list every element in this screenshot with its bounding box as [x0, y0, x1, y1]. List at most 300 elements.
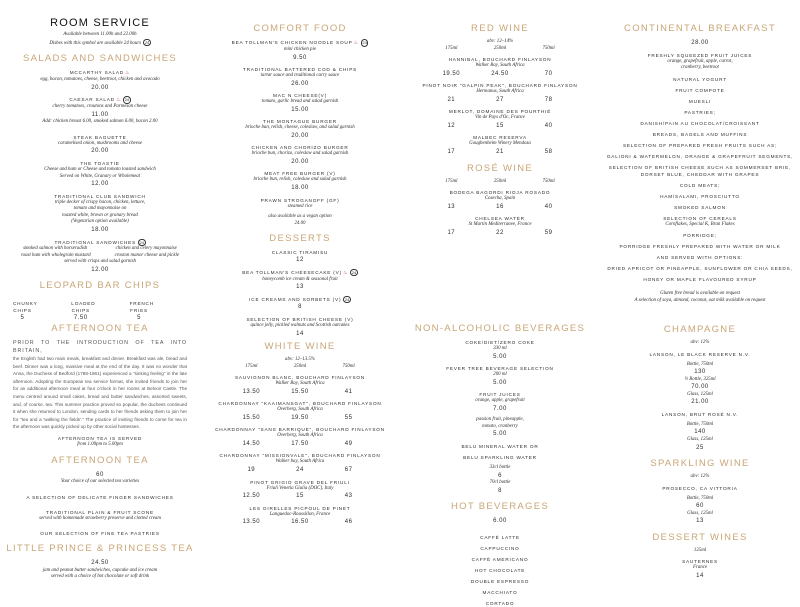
item-name-line	[405, 567, 595, 574]
item-price-line	[205, 132, 395, 141]
item-description-line	[205, 277, 395, 284]
item-name: MALBEC RESERVA	[473, 135, 527, 141]
price: 40	[544, 122, 553, 129]
item-name-line	[405, 82, 595, 89]
item-description-line	[5, 119, 195, 126]
item-description: Bottle, 750ml	[686, 495, 714, 501]
item-description-line	[605, 548, 795, 555]
price: 49	[344, 440, 353, 447]
item-description-line	[205, 512, 395, 519]
size-label: 175ml	[245, 363, 258, 369]
sandwich-option: chicken and celery mayonnaise	[115, 246, 177, 252]
item-name-line	[5, 494, 195, 501]
item-description: 125ml	[693, 547, 707, 553]
item-name-line	[605, 558, 795, 565]
size-label: 750ml	[542, 45, 555, 51]
section-heading-line	[405, 501, 595, 513]
section-heading-line	[405, 163, 595, 175]
item-price-line	[205, 80, 395, 89]
item-description: served with a choice of hot chocolate or soft drink	[50, 574, 150, 580]
item-description-line	[5, 141, 195, 148]
chili-icon: ♨	[124, 70, 131, 77]
item-description: Glass, 125ml	[687, 436, 713, 442]
price-row	[405, 148, 595, 157]
item-name: SMOKED SALMON	[674, 204, 726, 210]
section-heading-line	[405, 323, 595, 335]
price: 13.50	[242, 519, 261, 526]
item-name: HONEY OR MAPLE FLAVOURED SYRUP	[643, 277, 757, 283]
price: 17	[447, 229, 456, 236]
item-description-line	[5, 219, 195, 226]
sandwich-option: smoked salmon with horseradish	[23, 246, 88, 252]
item-name: CHELSEA WATER	[475, 216, 525, 222]
item-price: 14	[296, 330, 304, 337]
section-heading-line	[5, 455, 195, 467]
price: 27	[496, 96, 504, 103]
price: 55	[344, 414, 353, 421]
item-name-line	[405, 534, 595, 541]
price: 12.50	[242, 493, 261, 500]
item-name: SELECTION OF PREPARED FRESH FRUITS SUCH AS;	[622, 142, 778, 148]
item-description-line	[605, 474, 795, 481]
item-description-line	[605, 298, 795, 305]
item-description-line	[205, 47, 395, 54]
item-description-line	[605, 565, 795, 572]
size-label: 175ml	[445, 45, 458, 51]
item-name-line	[605, 265, 795, 272]
item-price-line	[605, 502, 795, 511]
item-name-line	[605, 182, 795, 189]
price: 13.50	[242, 388, 261, 395]
section-heading: DESSERTS	[269, 233, 331, 245]
section-heading: HOT BEVERAGES	[450, 501, 550, 513]
item-name: PORRIDGE FRESHLY PREPARED WITH WATER OR MILK	[619, 244, 781, 250]
section-heading-line	[605, 532, 795, 544]
price: 21	[496, 149, 504, 156]
chips-name: CHUNKY CHIPS	[13, 301, 38, 314]
item-name-line	[605, 193, 795, 200]
item-name-line	[205, 118, 395, 125]
item-name: HOT CHOCOLATE	[474, 567, 526, 573]
section-heading: DESSERT WINES	[652, 531, 748, 543]
item-description: steamed rice	[287, 203, 313, 209]
item-price: 11.00	[91, 111, 109, 118]
item-name: DANISH/PAIN AU CHOCOLAT/CROISSANT	[640, 120, 760, 126]
item-description: France	[692, 565, 708, 571]
item-description: cranberry, beetroot	[681, 65, 719, 71]
item-name: BREADS, BAGELS AND MUFFINS	[652, 131, 748, 137]
size-label: 250ml	[493, 178, 507, 184]
section-heading: SPARKLING WINE	[650, 458, 750, 470]
section-heading-line	[5, 53, 195, 65]
item-name: MEAT FREE BURGER (V)	[264, 171, 336, 177]
item-description: (Vegetarian option available)	[71, 219, 129, 225]
white-wine-column	[205, 335, 395, 527]
item-price: 24.50	[91, 560, 109, 567]
item-price: 12.00	[91, 266, 109, 273]
price-row	[205, 466, 395, 475]
item-price: 20.00	[91, 148, 109, 155]
item-name-line	[205, 170, 395, 177]
item-description-line	[5, 174, 195, 181]
item-price-line	[605, 517, 795, 526]
item-name-line	[405, 339, 595, 346]
item-description: Hermanus, South Africa	[476, 89, 524, 95]
item-description: Overberg, South Africa	[277, 407, 323, 413]
item-name: CHARDONNAY "KAAIMANSGAT", BOUCHARD FINLAYSON	[218, 401, 382, 407]
item-name: SELECTION OF BRITISH CHEESE (V)	[246, 316, 354, 322]
item-description-line	[405, 115, 595, 122]
item-name-line	[205, 374, 395, 381]
item-description-line	[205, 151, 395, 158]
chips-name: LOADED CHIPS	[71, 301, 96, 314]
item-description: Languedoc-Roussillon, France	[269, 511, 331, 517]
item-name-line	[405, 443, 595, 450]
item-name: LANSON, BRUT ROSÉ N.V.	[661, 411, 739, 417]
item-price: 20.00	[291, 158, 309, 165]
item-price: 9.50	[293, 54, 307, 61]
item-name: PINOT NOIR "GALPIN PEAK", BOUCHARD FINLAYSON	[422, 83, 578, 89]
item-price-line	[605, 444, 795, 453]
item-name-line	[605, 204, 795, 211]
item-name: STEAK BAGUETTE	[73, 134, 127, 140]
price-row	[405, 203, 595, 212]
chili-icon: ♨	[342, 269, 349, 276]
item-name: NATURAL YOGURT	[673, 76, 727, 82]
item-name-line	[205, 66, 395, 73]
item-name: CHICKEN AND CHORIZO BURGER	[251, 145, 349, 151]
price: 46	[344, 519, 353, 526]
section-heading-line	[405, 23, 595, 35]
item-description: quince jelly, pickled walnuts and Scottish oatcakes	[250, 322, 350, 328]
item-name: THE TOASTIE	[80, 160, 120, 166]
section-heading-line	[5, 323, 195, 335]
item-name-line	[5, 530, 195, 537]
item-name-line	[405, 56, 595, 63]
price: 22	[496, 229, 504, 236]
price-row	[405, 122, 595, 131]
item-name-line	[405, 556, 595, 563]
item-name: PROSECCO, CA VITTORIA	[662, 485, 738, 491]
item-name-line	[5, 193, 195, 200]
item-name-line	[605, 164, 795, 178]
item-name-line	[605, 276, 795, 283]
item-description: triple decker of crispy bacon, chicken, lettuce,	[54, 199, 146, 205]
price: 14.50	[242, 440, 261, 447]
item-description-line	[5, 516, 195, 523]
item-name-line	[605, 142, 795, 149]
item-name-line	[405, 600, 595, 607]
item-price-line	[405, 487, 595, 496]
item-name: DOUBLE ESPRESSO	[470, 578, 530, 584]
spacer	[5, 522, 195, 526]
item-name-line	[605, 76, 795, 83]
section-heading: SALADS AND SANDWICHES	[23, 53, 177, 65]
item-description-line	[5, 39, 195, 47]
24h-icon: 24	[362, 40, 367, 46]
item-description-line	[405, 141, 595, 148]
price: 43	[344, 493, 353, 500]
section-heading: NON-ALCOHOLIC BEVERAGES	[414, 323, 586, 334]
item-price: 70.00	[691, 384, 709, 391]
item-description-line	[605, 496, 795, 503]
item-price-line	[5, 111, 195, 120]
item-description: brioche bun, relish, cheese, coleslaw, and salad garnish	[245, 125, 355, 131]
item-description: honeycomb ice cream & seasonal fruit	[262, 276, 338, 282]
item-description-line	[405, 39, 595, 46]
item-name: MUESLI	[688, 98, 712, 104]
item-name: MCCARTHY SALAD	[69, 70, 124, 76]
item-name-line	[605, 411, 795, 418]
price: 24	[296, 467, 304, 474]
item-name: DRIED APRICOT OR PINEAPPLE, SUNFLOWER OR CHIA SEEDS,	[607, 266, 793, 272]
price: 16	[496, 203, 504, 210]
item-name: BODEGA BAGORDI RIOJA ROSADO	[449, 190, 551, 196]
item-description-line	[5, 213, 195, 220]
item-name: THE MONTAGUE BURGER	[263, 119, 337, 125]
item-name: TRADITIONAL PLAIN & FRUIT SCONE	[46, 509, 154, 515]
item-price-line	[205, 54, 395, 63]
price: 21	[447, 96, 456, 103]
item-name: CHARDONNAY "SANS BARRIQUE", BOUCHARD FINLAYSON	[215, 427, 385, 433]
item-price: 130	[694, 369, 706, 376]
size-label: 175ml	[445, 178, 458, 184]
item-description: toasted white, brown or granary bread	[62, 212, 138, 218]
item-description-line	[605, 392, 795, 399]
item-price-line	[5, 84, 195, 93]
item-name-line	[5, 509, 195, 516]
price-row	[205, 440, 395, 449]
price: 19.50	[291, 414, 309, 421]
item-price: 13	[296, 284, 304, 291]
price: 15	[296, 493, 304, 500]
item-description: Served on White, Granary or Wholemeal	[59, 173, 141, 179]
item-name: GALIONI & WATERMELON, ORANGE & GRAPEFRUIT SEGMENTS,	[606, 153, 794, 159]
item-description: Dishes with this symbol are available 24 hours	[49, 40, 142, 46]
item-name-line	[605, 52, 795, 59]
price-row	[405, 229, 595, 238]
item-name-line	[405, 365, 595, 372]
24h-icon: 24	[344, 296, 350, 302]
item-description-line	[405, 222, 595, 229]
champagne-column	[605, 318, 795, 581]
item-description: Available between 11.00h and 22.00h	[63, 32, 137, 37]
item-description: abv: 12%	[690, 474, 710, 480]
item-price: 15.00	[291, 106, 309, 113]
item-name: MACCHIATO	[482, 589, 518, 595]
item-description-line	[5, 479, 195, 486]
item-name-line	[605, 98, 795, 105]
item-description: caramelised onion, mushrooms and cheese	[58, 140, 142, 146]
item-description-line	[205, 323, 395, 330]
item-description-line	[405, 372, 595, 379]
item-description-line	[5, 442, 195, 449]
sandwich-options-row	[5, 246, 195, 253]
item-description: Overberg, South Africa	[277, 433, 323, 439]
item-price: 25	[696, 444, 704, 451]
sandwich-option: roast ham with wholegrain mustard	[20, 252, 91, 258]
item-description-line	[205, 177, 395, 184]
item-name-line	[205, 452, 395, 459]
item-description-line	[405, 346, 595, 353]
item-description-line	[605, 59, 795, 66]
item-price: 6	[498, 472, 502, 479]
item-description: 33cl bottle	[489, 464, 511, 470]
item-description-line	[405, 424, 595, 431]
price-row	[205, 388, 395, 397]
item-description: Cornflakes, Special K, Bran Flakes	[665, 221, 735, 227]
item-name-line	[605, 131, 795, 138]
spacer	[405, 526, 595, 530]
item-price-line	[605, 572, 795, 581]
item-name-line	[405, 108, 595, 115]
item-name-line	[405, 134, 595, 141]
item-name: ICE CREAMS AND SORBETS (V)	[249, 296, 342, 302]
item-description: St Martin Mediterranee, France	[468, 222, 532, 228]
chips-price: 7.50	[73, 315, 88, 322]
item-description-line	[205, 99, 395, 106]
item-description-line	[605, 222, 795, 229]
item-name: LANSON, LE BLACK RESERVE N.V.	[649, 351, 751, 357]
item-description-line	[205, 357, 395, 364]
size-label: 250ml	[493, 45, 507, 51]
item-name-line	[605, 215, 795, 222]
item-description: cherry tomatoes, croutons and Parmesan cheese	[52, 104, 148, 110]
item-name-line	[205, 197, 395, 204]
spacer	[5, 126, 195, 130]
price: 67	[344, 467, 353, 474]
item-name: SAUVIGNON BLANC, BOUCHARD FINLAYSON	[234, 375, 365, 381]
item-name-line	[205, 144, 395, 151]
price: 70	[544, 70, 553, 77]
item-description-line	[205, 433, 395, 440]
item-name-line	[405, 391, 595, 398]
item-price-line	[5, 266, 195, 275]
chili-icon: ♨	[353, 40, 359, 46]
item-description: tomato, garlic bread and salad garnish	[261, 99, 339, 105]
section-heading: RED WINE	[471, 23, 529, 34]
item-price: 60	[96, 471, 104, 478]
item-description: Walker Bay, South Africa	[275, 381, 325, 387]
item-name-line	[205, 426, 395, 433]
item-description-line	[205, 407, 395, 414]
item-description: brioche bun, relish, coleslaw and salad garnish	[253, 177, 347, 183]
item-name-line	[605, 109, 795, 116]
price: 41	[344, 388, 353, 395]
item-name: BEA TOLLMAN'S CHICKEN NOODLE SOUP	[231, 40, 353, 45]
item-name: CHARDONNAY "MISSIONVALE", BOUCHARD FINLAYSON	[219, 453, 381, 459]
item-name: HAM/SALAMI, PROSCIUTTO	[660, 193, 740, 199]
item-name-line	[205, 249, 395, 256]
item-name: BEA TOLLMAN'S CHEESECAKE (V)	[242, 269, 342, 275]
24h-icon: 24	[139, 239, 144, 245]
item-description-line	[5, 574, 195, 581]
item-description: 70cl bottle	[489, 480, 511, 486]
item-name: SELECTION OF BRITISH CHEESE SUCH AS SOMMERSET BRIE, DORSET BLUE, CHEDDAR WITH GRAPES	[608, 164, 792, 177]
item-description: Friuli Venetia Giulia (DOC), Italy	[266, 485, 334, 491]
size-label: 250ml	[293, 363, 307, 369]
item-price-line	[205, 283, 395, 292]
item-name: FRUIT COMPOTE	[675, 87, 725, 93]
item-description-line	[605, 340, 795, 347]
item-name-line	[605, 153, 795, 160]
item-name: BELU MINERAL WATER OR	[461, 443, 539, 449]
item-name: COLD MEATS;	[679, 182, 721, 188]
item-price: 13	[696, 518, 704, 525]
section-heading-line	[605, 458, 795, 470]
item-name-line	[5, 435, 195, 442]
item-name: PASTRIES;	[684, 109, 716, 115]
item-name-line	[205, 316, 395, 323]
item-price-line	[205, 184, 395, 193]
size-header-row	[405, 46, 595, 53]
item-price: 60	[696, 503, 704, 510]
price: 40	[544, 203, 553, 210]
item-price: 14	[696, 573, 704, 580]
non-alcoholic-column	[405, 317, 595, 607]
item-price: 18.00	[291, 185, 309, 192]
item-name: AND SERVED WITH OPTIONS:	[656, 255, 744, 261]
price: 16.50	[291, 519, 309, 526]
item-description: Gluten free bread is available on request	[660, 291, 740, 297]
section-heading-line	[605, 23, 795, 35]
item-name: MERLOT, DOMAINE DES POURTHIÉ	[448, 109, 552, 115]
section-heading: LEOPARD BAR CHIPS	[39, 280, 161, 292]
item-name-line	[605, 351, 795, 358]
item-price: 26.00	[291, 80, 309, 87]
item-price-line	[205, 158, 395, 167]
item-name: OUR SELECTION OF FINE TEA PASTRIES	[40, 531, 160, 537]
price: 17	[447, 149, 456, 156]
price-row	[205, 492, 395, 501]
item-name: COKE/DIET/ZERO COKE	[465, 340, 535, 345]
item-description-line	[205, 125, 395, 132]
item-name-line	[405, 454, 595, 461]
item-description: Bottle, 750ml	[686, 421, 714, 427]
section-heading-line	[5, 280, 195, 292]
price-row	[205, 518, 395, 527]
spacer	[5, 501, 195, 505]
item-description-line	[205, 381, 395, 388]
price: 12	[447, 122, 456, 129]
item-description: passion fruit, pineapple,	[476, 417, 524, 423]
item-description: Bottle, 750ml	[686, 361, 714, 367]
item-price-line	[605, 428, 795, 437]
item-description: Goughenheim Winery Mendoza	[469, 141, 531, 147]
item-name-line	[605, 485, 795, 492]
item-name-line	[605, 120, 795, 127]
item-name: FEVER TREE BEVERAGE SELECTION	[446, 366, 554, 372]
item-name: CAPPUCCINO	[480, 545, 520, 551]
item-description: Cheese and ham or Cheese and tomato toasted sandwich	[44, 166, 156, 172]
item-price: 7.00	[493, 405, 507, 412]
price: 19	[247, 467, 256, 474]
item-price: 8	[498, 487, 502, 494]
item-description: orange, apple, grapefruit	[475, 398, 525, 404]
section-heading: AFTERNOON TEA	[51, 454, 149, 466]
item-name: AFTERNOON TEA IS SERVED	[57, 435, 143, 441]
sandwich-option: croxton manor cheese and pickle	[114, 252, 180, 258]
item-price-line	[5, 180, 195, 189]
item-price: 8	[298, 304, 302, 311]
24h-icon: 24	[351, 269, 357, 275]
item-name-line	[205, 296, 395, 304]
24h-icon: 24	[124, 97, 130, 103]
item-description: tomato and mayonnaise on	[73, 206, 127, 212]
item-description-line	[405, 480, 595, 487]
item-name-line	[5, 134, 195, 141]
item-description-line	[5, 206, 195, 213]
